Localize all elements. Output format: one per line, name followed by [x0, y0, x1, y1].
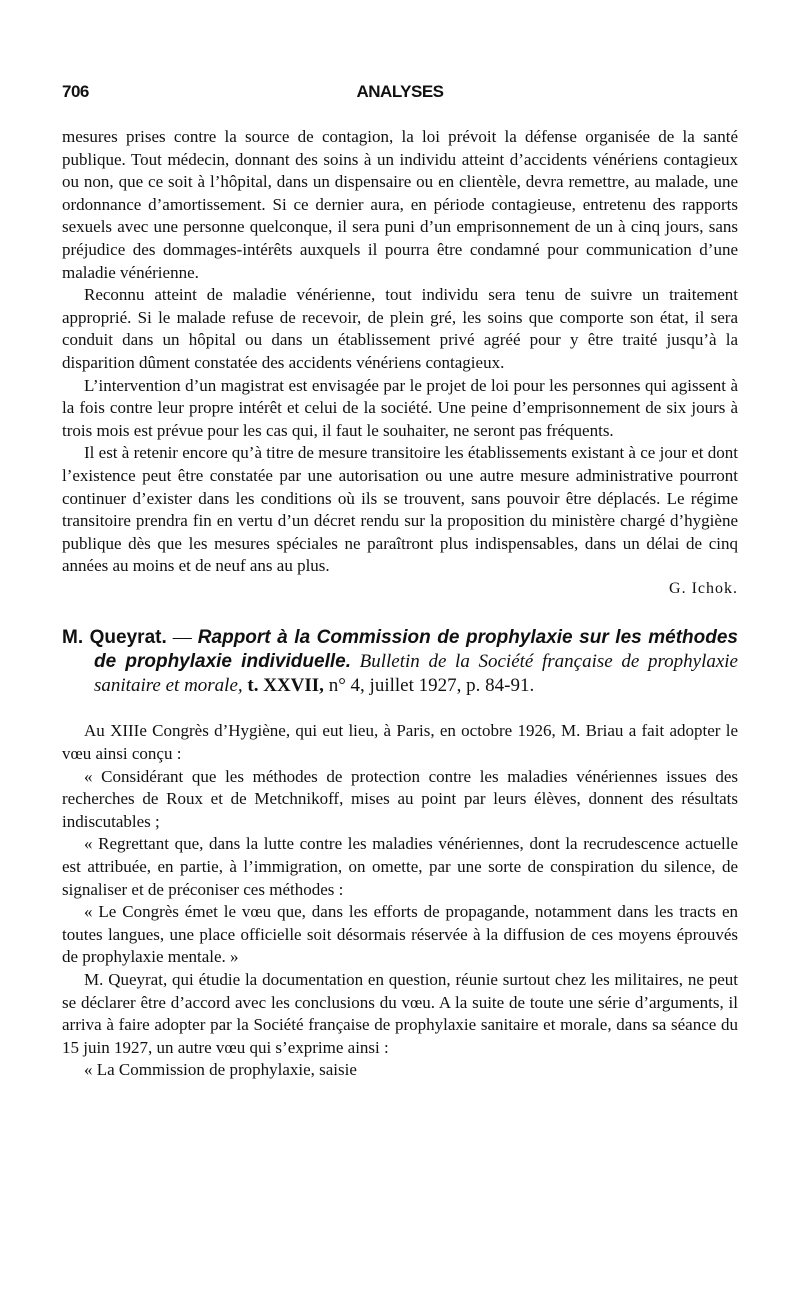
- analysis-1-paragraph: Il est à retenir encore qu’à titre de mesure transitoire les établissements existant à ce jour et dont l’existence peut être constatée par une autorisation ou une autre mesure administrative pourront continuer d’exister dans les conditions où ils se trouvent, sans pouvoir être déplacés. Le régime transitoire prendra fin en vertu d’un décret rendu sur la proposition du ministère chargé d’hygiène publique dès que les mesures spéciales ne paraîtront plus indispensables, dans un délai de cinq années au moins et de neuf ans au plus.: [62, 443, 738, 576]
- page-number: 706: [62, 82, 89, 101]
- review-dash: —: [166, 627, 198, 649]
- analysis-2-paragraph: M. Queyrat, qui étudie la documentation en question, réunie surtout chez les militaires, ne peut se déclarer être d’accord avec les conclusions du vœu. A la suite de toute une série d’arguments, il arriva à faire adopter par la Société française de prophylaxie sanitaire et morale, dans sa séance du 15 juin 1927, un autre vœu qui s’exprime ainsi :: [62, 970, 738, 1057]
- page: [62, 82, 738, 1082]
- review-title: Rapport à la Commission de prophylaxie sur les méthodes de prophylaxie individuelle.: [94, 627, 738, 673]
- review-journal: Bulletin de la Société française de prophylaxie sanitaire et morale,: [94, 651, 738, 697]
- analysis-1-paragraph: L’intervention d’un magistrat est envisagée par le projet de loi pour les personnes qui agissent à la fois contre leur propre intérêt et celui de la société. Une peine d’emprisonnement de six jours à trois mois est prévue pour les cas qui, il faut le souhaiter, ne seront pas fréquents.: [62, 375, 738, 440]
- analysis-2-body: [62, 720, 738, 1082]
- review-header: [62, 626, 738, 698]
- running-head: [62, 82, 738, 112]
- review-author: M. Queyrat.: [62, 627, 167, 649]
- section-title: ANALYSES: [356, 82, 444, 101]
- analysis-2-paragraph: « Considérant que les méthodes de protection contre les maladies vénériennes issues des recherches de Roux et de Metchnikoff, mises au point par leurs élèves, donnent des résultats indiscutables ;: [62, 766, 738, 831]
- analysis-1-paragraph: Reconnu atteint de maladie vénérienne, tout individu sera tenu de suivre un traitement approprié. Si le malade refuse de recevoir, de plein gré, les soins que comporte son état, il sera conduit dans un hôpital ou dans un établissement privé agréé pour y être traité jusqu’à la disparition dûment constatée des accidents vénériens contagieux.: [62, 285, 738, 372]
- analysis-2-paragraph: « Le Congrès émet le vœu que, dans les efforts de propagande, notamment dans les tracts en toutes langues, une place officielle soit désormais réservée à la diffusion de ces moyens éprouvés de prophylaxie mentale. »: [62, 902, 738, 967]
- analysis-2-paragraph: « Regrettant que, dans la lutte contre les maladies vénériennes, dont la recrudescence actuelle est attribuée, en partie, à l’immigration, on omette, par une sorte de conspiration du silence, de signaliser et de préconiser ces méthodes :: [62, 834, 738, 899]
- analysis-2-paragraph: « La Commission de prophylaxie, saisie: [84, 1060, 357, 1080]
- signature: G. Ichok.: [669, 579, 738, 597]
- analysis-2-paragraph: Au XIIIe Congrès d’Hygiène, qui eut lieu, à Paris, en octobre 1926, M. Briau a fait adopter le vœu ainsi conçu :: [62, 721, 738, 764]
- analysis-1-paragraph: mesures prises contre la source de contagion, la loi prévoit la défense organisée de la santé publique. Tout médecin, donnant des soins à un individu atteint d’accidents vénériens contagieux ou non, que ce soit à l’hôpital, dans un dispensaire ou en clientèle, devra remettre, au malade, une ordonnance d’amortissement. Si ce dernier aura, en période contagieuse, entretenu des rapports sexuels avec une personne quelconque, il sera puni d’un emprisonnement de un à cinq jours, sans préjudice des dommages-intérêts auxquels il pourra être condamné pour communication d’une maladie vénérienne.: [62, 127, 738, 282]
- review-issue-date-pages: n° 4, juillet 1927, p. 84-91.: [323, 675, 535, 697]
- review-volume: t. XXVII,: [247, 675, 324, 697]
- analysis-1-body: [62, 126, 738, 600]
